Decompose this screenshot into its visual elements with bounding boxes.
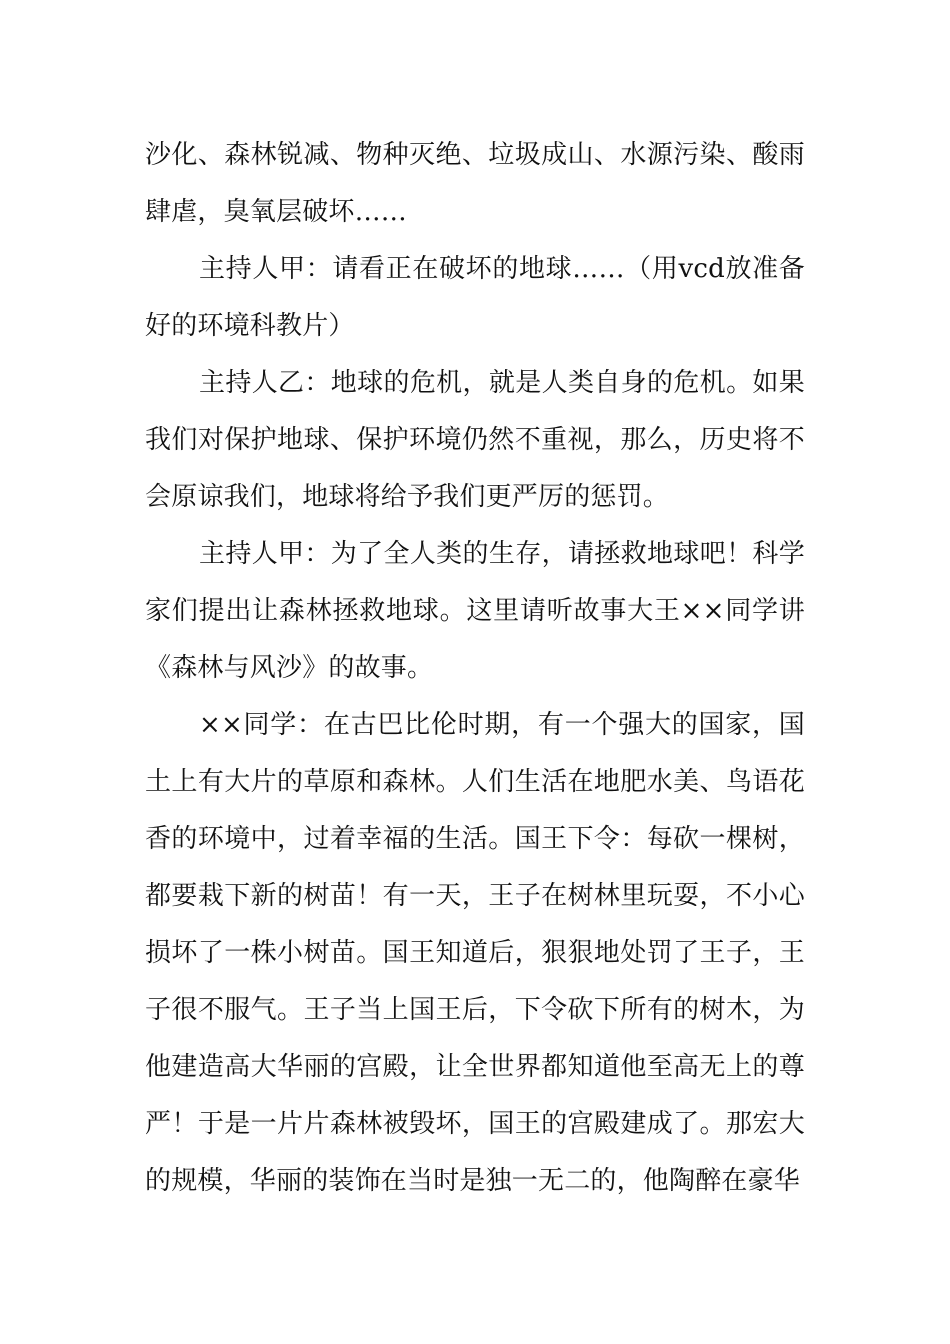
paragraph-host-a-forest: 主持人甲：为了全人类的生存，请拯救地球吧！科学家们提出让森林拯救地球。这里请听故事大王××同学讲《森林与风沙》的故事。 <box>145 539 805 683</box>
paragraph-student-story: ××同学：在古巴比伦时期，有一个强大的国家，国土上有大片的草原和森林。人们生活在地肥水美、鸟语花香的环境中，过着幸福的生活。国王下令：每砍一棵树，都要栽下新的树苗！有一天，王子在树林里玩耍，不小心损坏了一株小树苗。国王知道后，狠狠地处罚了王子，王子很不服气。王子当上国王后，下令砍下所有的树木，为他建造高大华丽的宫殿，让全世界都知道他至高无上的尊严！于是一片片森林被毁坏，国王的宫殿建成了。那宏大的规模，华丽的装饰在当时是独一无二的，他陶醉在豪华 <box>145 710 805 1196</box>
paragraph-host-a-video: 主持人甲：请看正在破坏的地球……（用vcd放准备好的环境科教片） <box>145 254 805 341</box>
paragraph-continuation: 沙化、森林锐减、物种灭绝、垃圾成山、水源污染、酸雨肆虐，臭氧层破坏…… <box>145 140 805 227</box>
paragraph-host-b-crisis: 主持人乙：地球的危机，就是人类自身的危机。如果我们对保护地球、保护环境仍然不重视，那么，历史将不会原谅我们，地球将给予我们更严厉的惩罚。 <box>145 368 805 512</box>
document-page <box>145 127 805 1210</box>
